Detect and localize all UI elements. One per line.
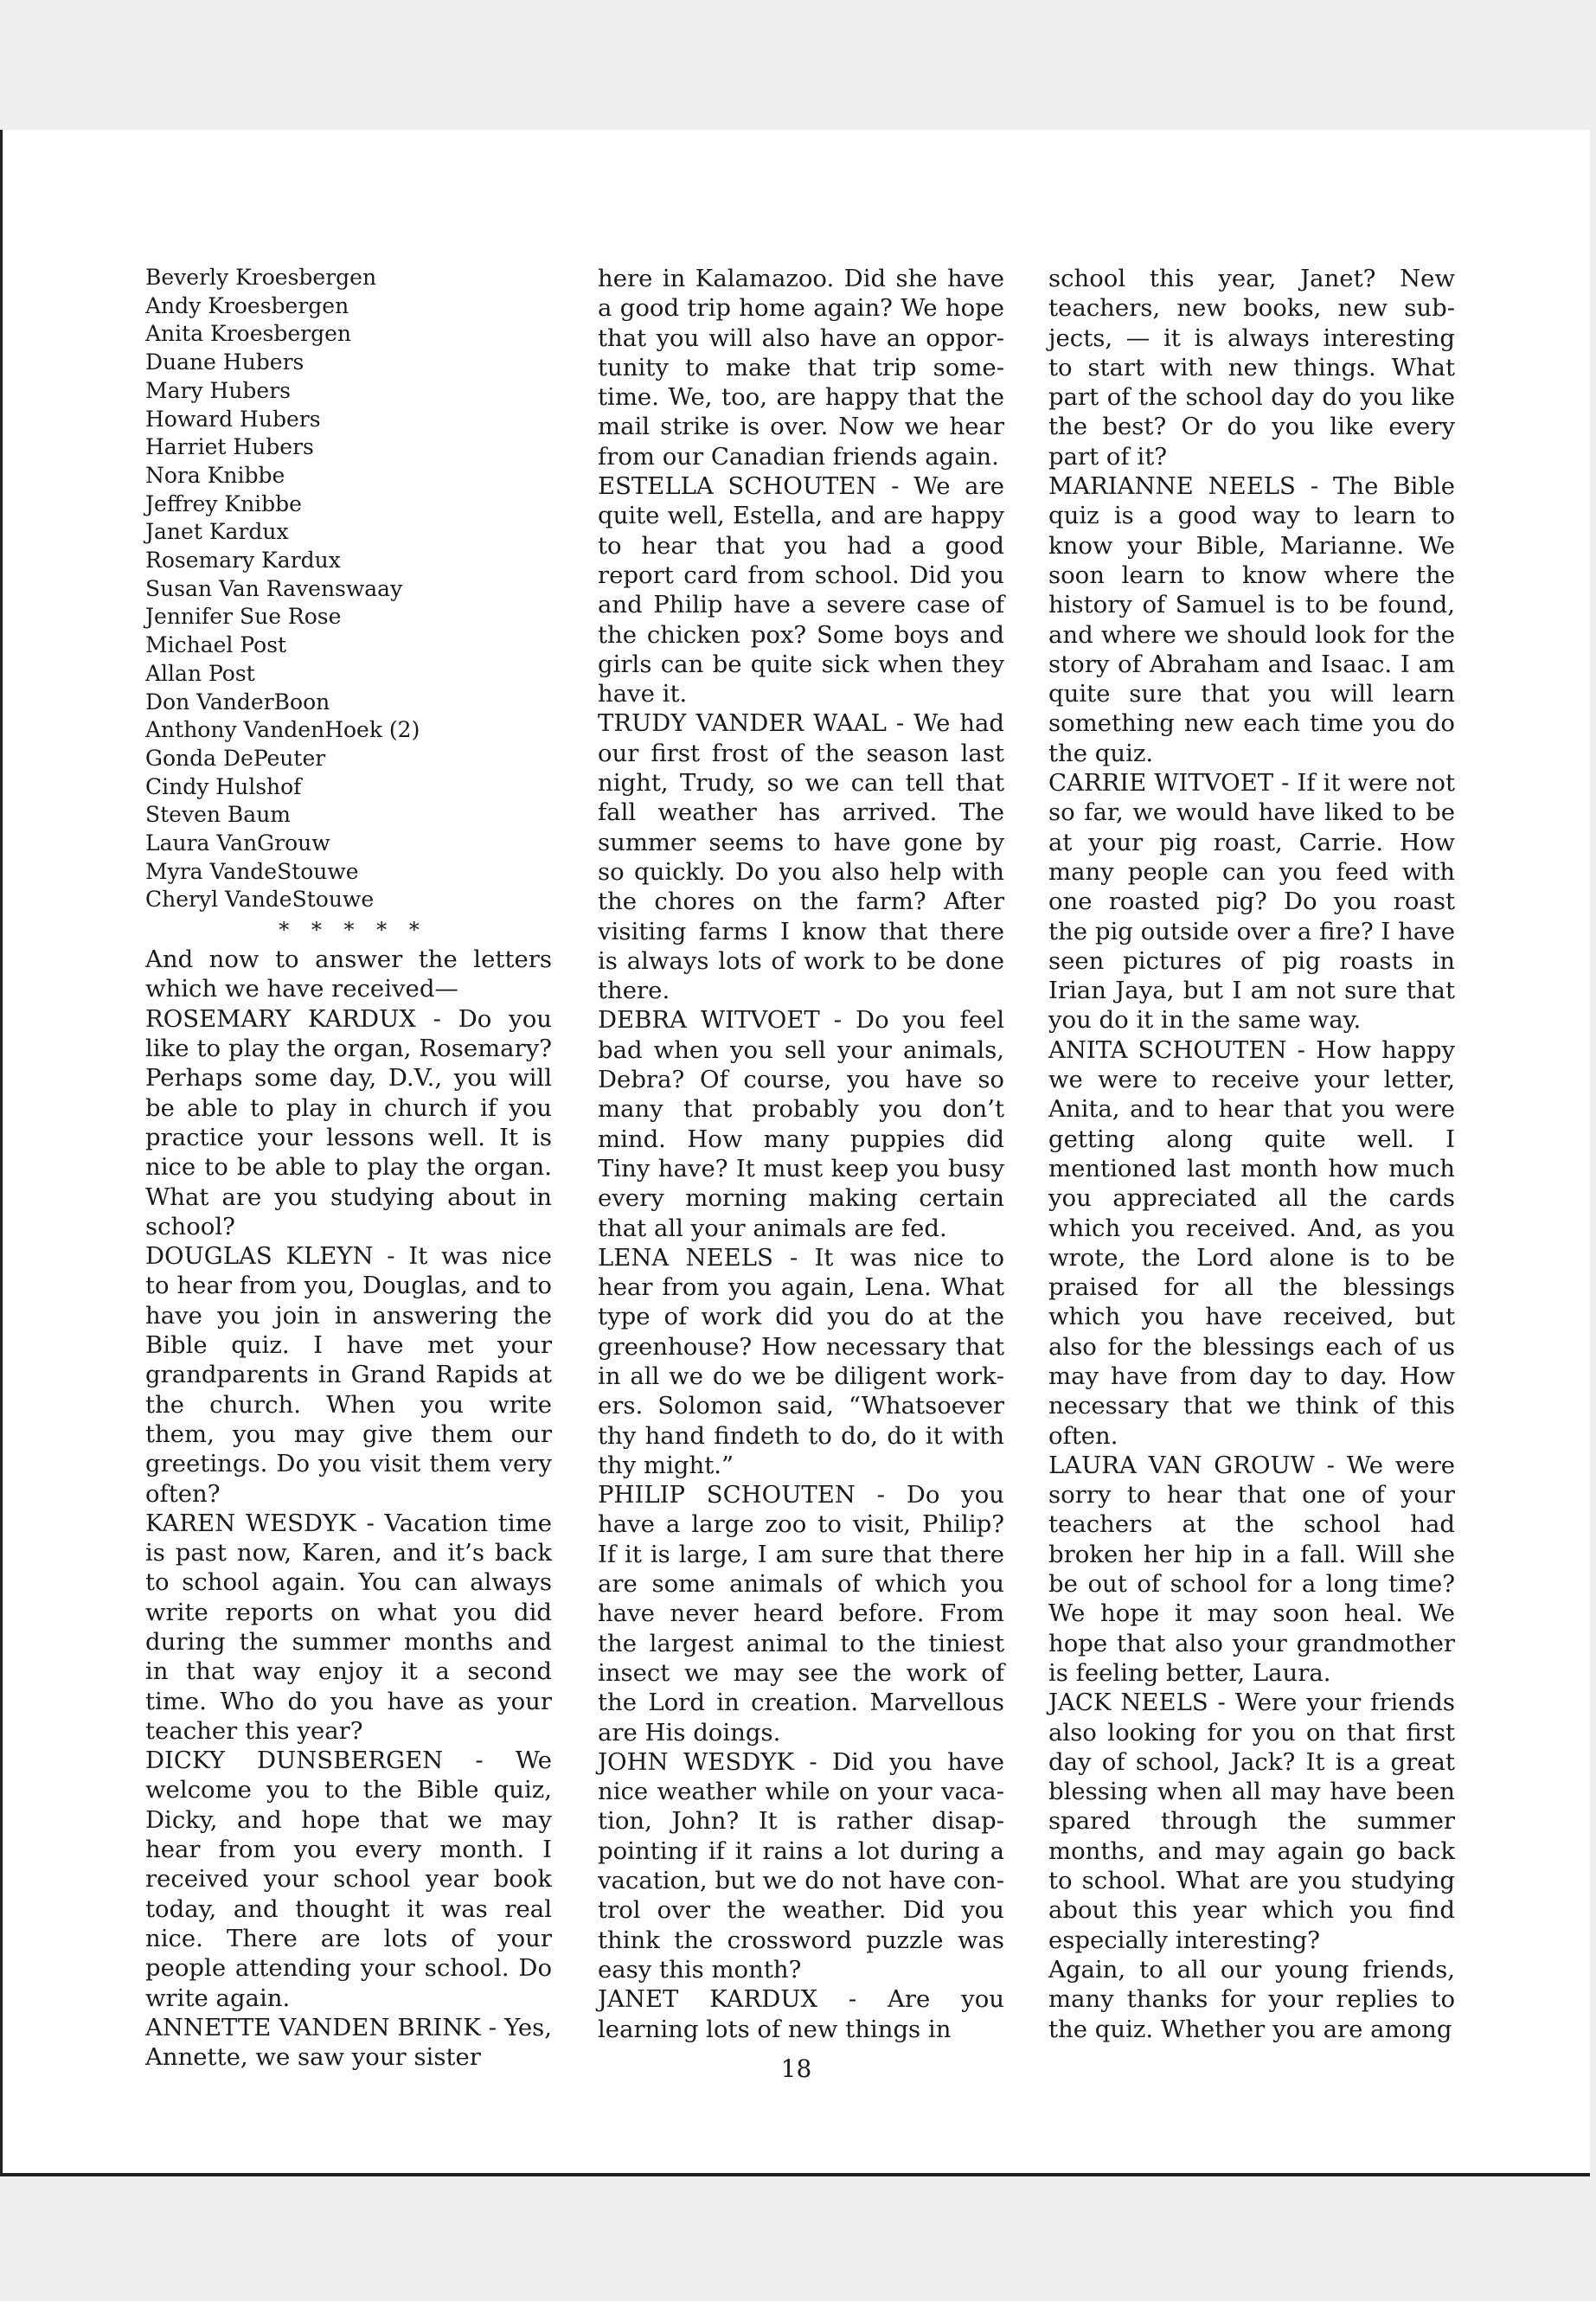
list-item: Rosemary Kardux bbox=[145, 548, 341, 574]
letter-reply: PHILIP SCHOUTEN - Do you have a large zoo to visit, Philip? If it is large, I am sure that there are some animals of which you have never heard before. From the largest animal to the tiniest insect we may see the work of the Lord in creation. Marvellous are His doings. bbox=[598, 1481, 1004, 1747]
column-left bbox=[145, 264, 552, 2072]
letter-reply: JOHN WESDYK - Did you have nice weather while on your vacation, John? It is rather disappointing if it rains a lot during a vacation, but we do not have control over the weather. Did you think the crossword puzzle was easy this month? bbox=[598, 1747, 1004, 1984]
list-item: Anita Kroesbergen bbox=[145, 321, 352, 347]
page-number: 18 bbox=[780, 2054, 812, 2083]
letter-reply: JACK NEELS - Were your friends also looking for you on that first day of school, Jack? It is a great blessing when all may have been spared through the summer months, and may again go back to school. What are you studying about this year which you find especially interesting? bbox=[1048, 1689, 1455, 1954]
letter-reply: school this year, Janet? New teachers, new books, new subjects, — it is always interesting to start with new things. What part of the school day do you like the best? Or do you like every part of it? bbox=[1048, 265, 1455, 471]
closing-paragraph: Again, to all our young friends, many thanks for your replies to the quiz. Whether you are among bbox=[1048, 1955, 1455, 2043]
list-item: Howard Hubers bbox=[145, 406, 321, 432]
list-item: Laura VanGrouw bbox=[145, 830, 330, 856]
letter-reply: ANITA SCHOUTEN - How happy we were to receive your letter, Anita, and to hear that you were getting along quite well. I mentioned last month how much you appreciated all the cards which you received. And, as you wrote, the Lord alone is to be praised for all the blessings which you have received, but also for the blessings each of us may have from day to day. How necessary that we think of this often. bbox=[1048, 1035, 1455, 1450]
letter-reply: DICKY DUNSBERGEN - We welcome you to the Bible quiz, Dicky, and hope that we may hear from you every month. I received your school year book today, and thought it was real nice. There are lots of your people attending your school. Do write again. bbox=[145, 1747, 552, 2012]
column-middle bbox=[598, 264, 1004, 2044]
intro-paragraph: And now to answer the letters which we have received— bbox=[145, 945, 552, 1003]
list-item: Gonda DePeuter bbox=[145, 745, 326, 771]
list-item: Mary Hubers bbox=[145, 377, 292, 403]
letter-reply: MARIANNE NEELS - The Bible quiz is a good way to learn to know your Bible, Marianne. We soon learn to know where the history of Samuel is to be found, and where we should look for the story of Abraham and Isaac. I am quite sure that you will learn something new each time you do the quiz. bbox=[1048, 472, 1455, 767]
section-separator: * * * * * bbox=[279, 918, 427, 943]
magazine-page bbox=[0, 130, 1590, 2176]
list-item: Myra VandeStouwe bbox=[145, 858, 359, 884]
list-item: Anthony VandenHoek (2) bbox=[145, 717, 420, 743]
letter-reply: LENA NEELS - It was nice to hear from you again, Lena. What type of work did you do at the greenhouse? How necessary that in all we do we be diligent workers. Solomon said, “Whatsoever thy hand findeth to do, do it with thy might.” bbox=[598, 1243, 1004, 1479]
list-item: Duane Hubers bbox=[145, 349, 304, 375]
letter-reply: ANNETTE VANDEN BRINK - Yes, Annette, we saw your sister bbox=[145, 2013, 552, 2072]
letter-reply: ROSEMARY KARDUX - Do you like to play the organ, Rosemary? Perhaps some day, D.V., you will be able to play in church if you practice your lessons well. It is nice to be able to play the organ. What are you studying about in school? bbox=[145, 1004, 552, 1240]
list-item: Don VanderBoon bbox=[145, 689, 330, 715]
list-item: Jeffrey Knibbe bbox=[145, 490, 302, 516]
list-item: Susan Van Ravenswaay bbox=[145, 575, 403, 601]
name-list bbox=[145, 264, 552, 914]
letter-reply: CARRIE WITVOET - If it were not so far, we would have liked to be at your pig roast, Carrie. How many people can you feed with one roasted pig? Do you roast the pig outside over a fire? I have seen pictures of pig roasts in Irian Jaya, but I am not sure that you do it in the same way. bbox=[1048, 769, 1455, 1035]
list-item: Nora Knibbe bbox=[145, 462, 285, 488]
list-item: Allan Post bbox=[145, 660, 255, 686]
column-right bbox=[1048, 264, 1455, 2044]
list-item: Jennifer Sue Rose bbox=[145, 604, 342, 630]
list-item: Steven Baum bbox=[145, 802, 292, 828]
letter-reply: here in Kalamazoo. Did she have a good trip home again? We hope that you will also have an opportunity to make that trip sometime. We, too, are happy that the mail strike is over. Now we hear from our Canadian friends again. bbox=[598, 265, 1004, 471]
letter-reply: KAREN WESDYK - Vacation time is past now, Karen, and it’s back to school again. You can always write reports on what you did during the summer months and in that way enjoy it a second time. Who do you have as your teacher this year? bbox=[145, 1509, 552, 1745]
letter-reply: TRUDY VANDER WAAL - We had our first frost of the season last night, Trudy, so we can tell that fall weather has arrived. The summer seems to have gone by so quickly. Do you also help with the chores on the farm? After visiting farms I know that there is always lots of work to be done there. bbox=[598, 709, 1004, 1005]
list-item: Andy Kroesbergen bbox=[145, 292, 349, 318]
list-item: Harriet Hubers bbox=[145, 434, 314, 460]
list-item: Michael Post bbox=[145, 632, 287, 658]
list-item: Cindy Hulshof bbox=[145, 773, 302, 799]
list-item: Cheryl VandeStouwe bbox=[145, 887, 375, 913]
letter-reply: ESTELLA SCHOUTEN - We are quite well, Estella, and are happy to hear that you had a good report card from school. Did you and Philip have a severe case of the chicken pox? Some boys and girls can be quite sick when they have it. bbox=[598, 472, 1004, 708]
letter-reply: DOUGLAS KLEYN - It was nice to hear from you, Douglas, and to have you join in answering the Bible quiz. I have met your grandparents in Grand Rapids at the church. When you write them, you may give them our greetings. Do you visit them very often? bbox=[145, 1242, 552, 1508]
list-item: Janet Kardux bbox=[145, 519, 289, 545]
letter-reply: LAURA VAN GROUW - We were sorry to hear that one of your teachers at the school had broken her hip in a fall. Will she be out of school for a long time? We hope it may soon heal. We hope that also your grandmother is feeling better, Laura. bbox=[1048, 1451, 1455, 1687]
letter-reply: DEBRA WITVOET - Do you feel bad when you sell your animals, Debra? Of course, you have so many that probably you don’t mind. How many puppies did Tiny have? It must keep you busy every morning making certain that all your animals are fed. bbox=[598, 1006, 1004, 1242]
list-item: Beverly Kroesbergen bbox=[145, 265, 377, 290]
letter-reply: JANET KARDUX - Are you learning lots of new things in bbox=[598, 1985, 1004, 2043]
